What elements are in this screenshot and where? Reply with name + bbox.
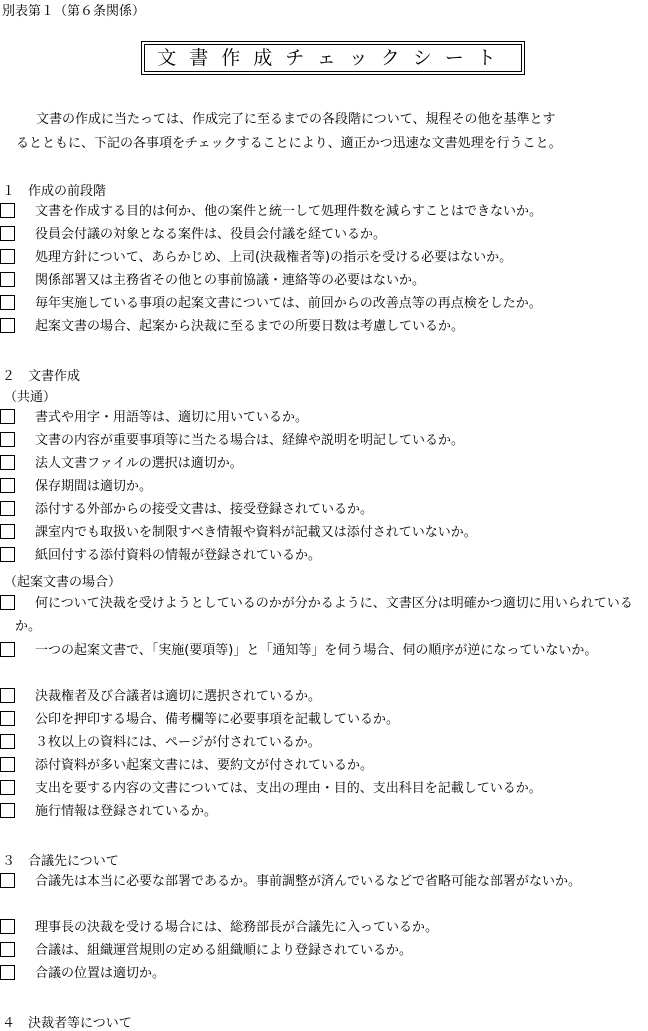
- checkbox[interactable]: [0, 711, 15, 726]
- checkbox[interactable]: [0, 757, 15, 772]
- checkbox[interactable]: [0, 478, 15, 493]
- item-text: 添付する外部からの接受文書は、接受登録されているか。: [35, 502, 374, 517]
- checkbox[interactable]: [0, 272, 15, 287]
- checkbox[interactable]: [0, 203, 15, 218]
- item-text: 一つの起案文書で、「実施(要項等)」と「通知等」を伺う場合、伺の順序が逆になっていないか。: [35, 643, 598, 658]
- checkbox[interactable]: [0, 919, 15, 934]
- checkbox[interactable]: [0, 873, 15, 888]
- item-text: 文書の内容が重要事項等に当たる場合は、経緯や説明を明記しているか。: [35, 433, 465, 448]
- section-heading: ４ 決裁者等について: [2, 1016, 132, 1031]
- checkbox[interactable]: [0, 295, 15, 310]
- item-text: 決裁権者及び合議者は適切に選択されているか。: [35, 689, 322, 704]
- item-text: 合議の位置は適切か。: [35, 966, 166, 981]
- checkbox[interactable]: [0, 642, 15, 657]
- checkbox[interactable]: [0, 249, 15, 264]
- checkbox[interactable]: [0, 803, 15, 818]
- subheading: （共通）: [4, 390, 57, 405]
- intro-line: るとともに、下記の各事項をチェックすることにより、適正かつ迅速な文書処理を行うこと。: [16, 136, 562, 151]
- page-title: 文書作成チェックシート: [144, 44, 522, 72]
- item-text: 支出を要する内容の文書については、支出の理由・目的、支出科目を記載しているか。: [35, 781, 542, 796]
- item-text: 保存期間は適切か。: [35, 479, 153, 494]
- checkbox[interactable]: [0, 409, 15, 424]
- item-text: 書式や用字・用語等は、適切に用いているか。: [35, 410, 309, 425]
- header-note: 別表第１（第６条関係）: [2, 4, 146, 19]
- checkbox[interactable]: [0, 942, 15, 957]
- item-text: 役員会付議の対象となる案件は、役員会付議を経ているか。: [35, 227, 387, 242]
- checkbox[interactable]: [0, 780, 15, 795]
- checkbox[interactable]: [0, 965, 15, 980]
- item-text: 紙回付する添付資料の情報が登録されているか。: [35, 548, 322, 563]
- checkbox[interactable]: [0, 734, 15, 749]
- item-text: 理事長の決裁を受ける場合には、総務部長が合議先に入っているか。: [35, 920, 439, 935]
- intro: [16, 108, 646, 156]
- item-text: 公印を押印する場合、備考欄等に必要事項を記載しているか。: [35, 712, 400, 727]
- item-text: 添付資料が多い起案文書には、要約文が付されているか。: [35, 758, 374, 773]
- item-text: ３枚以上の資料には、ページが付されているか。: [35, 735, 321, 750]
- checkbox[interactable]: [0, 595, 15, 610]
- section-heading: ２ 文書作成: [2, 369, 81, 384]
- item-text: 課室内でも取扱いを制限すべき情報や資料が記載又は添付されていないか。: [35, 525, 477, 540]
- item-text: 文書を作成する目的は何か、他の案件と統一して処理件数を減らすことはできないか。: [35, 204, 543, 219]
- item-text: 起案文書の場合、起案から決裁に至るまでの所要日数は考慮しているか。: [35, 319, 465, 334]
- item-text: 何について決裁を受けようとしているのかが分かるように、文書区分は明確かつ適切に用いられているか。: [15, 596, 633, 634]
- item-text: 施行情報は登録されているか。: [35, 804, 218, 819]
- item-text: 合議は、組織運営規則の定める組織順により登録されているか。: [35, 943, 413, 958]
- checkbox[interactable]: [0, 524, 15, 539]
- subheading: （起案文書の場合）: [4, 575, 122, 590]
- checkbox[interactable]: [0, 318, 15, 333]
- checkbox[interactable]: [0, 547, 15, 562]
- intro-line: 文書の作成に当たっては、作成完了に至るまでの各段階について、規程その他を基準とす: [36, 112, 556, 127]
- checkbox[interactable]: [0, 688, 15, 703]
- checkbox[interactable]: [0, 455, 15, 470]
- item-text: 合議先は本当に必要な部署であるか。事前調整が済んでいるなどで省略可能な部署がないか。: [35, 874, 582, 889]
- checkbox[interactable]: [0, 226, 15, 241]
- section-heading: ３ 合議先について: [2, 854, 119, 869]
- item-text: 関係部署又は主務省その他との事前協議・連絡等の必要はないか。: [35, 273, 426, 288]
- item-text: 処理方針について、あらかじめ、上司(決裁権者等)の指示を受ける必要はないか。: [35, 250, 513, 265]
- item-text: 毎年実施している事項の起案文書については、前回からの改善点等の再点検をしたか。: [35, 296, 542, 311]
- item-text: 法人文書ファイルの選択は適切か。: [35, 456, 243, 471]
- checkbox[interactable]: [0, 432, 15, 447]
- section-heading: １ 作成の前段階: [2, 184, 107, 199]
- checkbox[interactable]: [0, 501, 15, 516]
